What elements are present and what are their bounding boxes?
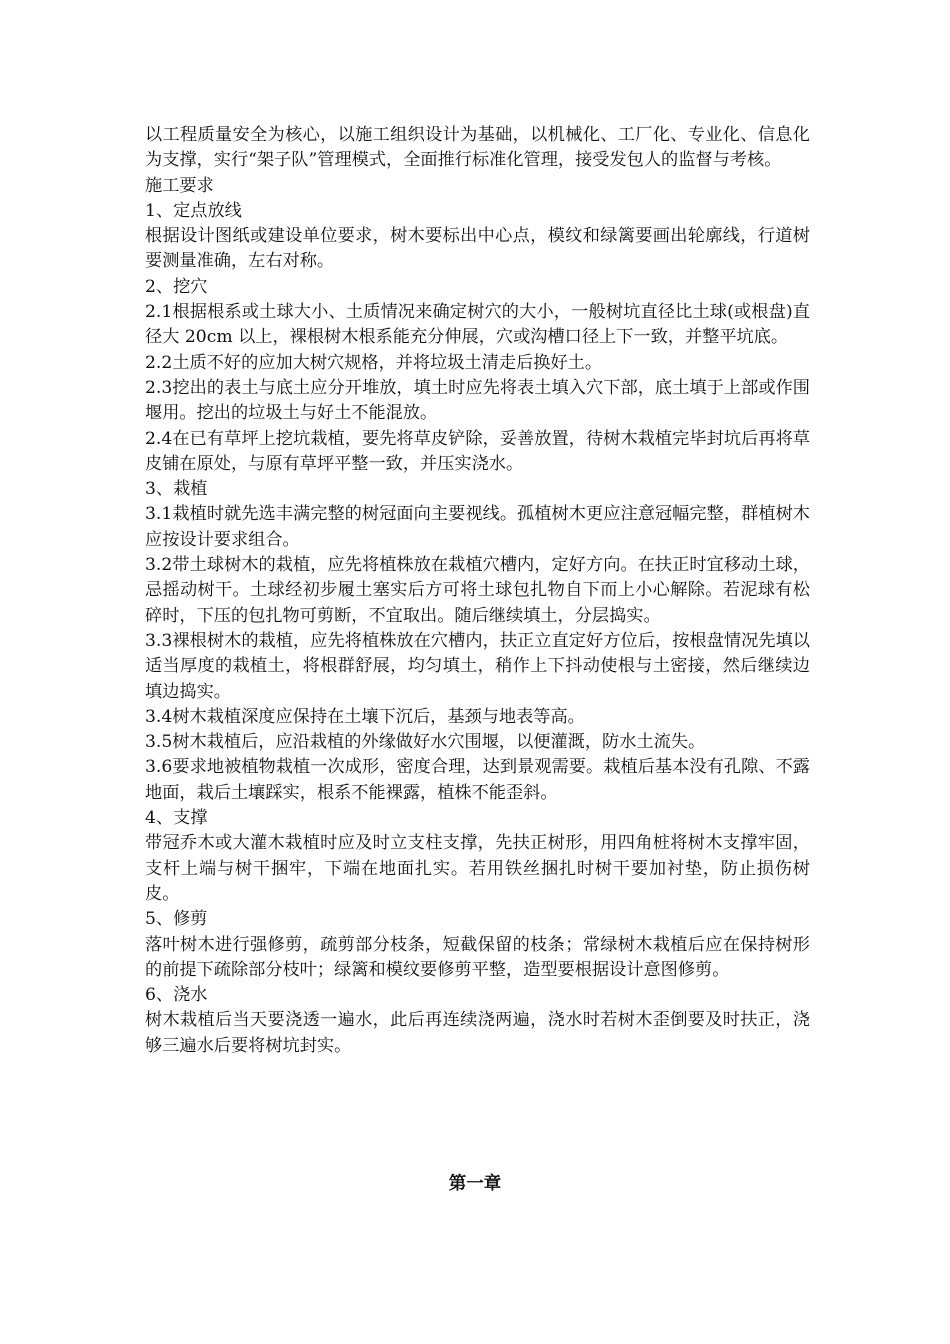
paragraph: 树木栽植后当天要浇透一遍水，此后再连续浇两遍，浇水时若树木歪倒要及时扶正，浇够三遍水后要将树坑封实。	[145, 1010, 810, 1056]
paragraph: 2.3挖出的表土与底土应分开堆放，填土时应先将表土填入穴下部，底土填于上部或作围堰用。挖出的垃圾土与好土不能混放。	[145, 377, 810, 424]
paragraph: 落叶树木进行强修剪，疏剪部分枝条，短截保留的枝条；常绿树木栽植后应在保持树形的前提下疏除部分枝叶；绿篱和模纹要修剪平整，造型要根据设计意图修剪。	[145, 934, 810, 980]
paragraph: 3.3裸根树木的栽植，应先将植株放在穴槽内，扶正立直定好方位后，按根盘情况先填以适当厚度的栽植土，将根群舒展，均匀填土，稍作上下抖动使根与土密接，然后继续边填边捣实。	[145, 630, 810, 702]
paragraph: 2.2土质不好的应加大树穴规格，并将垃圾土清走后换好土。	[145, 352, 603, 373]
subsection-heading: 1、定点放线	[145, 200, 242, 221]
chapter-title: 第一章	[448, 1174, 502, 1194]
paragraph: 带冠乔木或大灌木栽植时应及时立支柱支撑，先扶正树形，用四角桩将树木支撑牢固，支杆上端与树干捆牢，下端在地面扎实。若用铁丝捆扎时树干要加衬垫，防止损伤树皮。	[145, 833, 810, 904]
paragraph: 3.4树木栽植深度应保持在土壤下沉后，基颈与地表等高。	[145, 706, 585, 727]
intro-paragraph: 以工程质量安全为核心，以施工组织设计为基础，以机械化、工厂化、专业化、信息化为支撑，实行“架子队”管理模式，全面推行标准化管理，接受发包人的监督与考核。	[145, 125, 810, 171]
subsection-heading: 3、栽植	[145, 479, 208, 500]
paragraph: 3.2带土球树木的栽植，应先将植株放在栽植穴槽内，定好方向。在扶正时宜移动土球，忌摇动树干。土球经初步履土塞实后方可将土球包扎物自下而上小心解除。若泥球有松碎时，下压的包扎物可剪断，不宜取出。随后继续填土，分层捣实。	[145, 555, 810, 626]
paragraph: 2.4在已有草坪上挖坑栽植，要先将草皮铲除，妥善放置，待树木栽植完毕封坑后再将草皮铺在原处，与原有草坪平整一致，并压实浇水。	[145, 428, 810, 474]
section-heading: 施工要求	[145, 175, 214, 196]
subsection-heading: 2、挖穴	[145, 276, 208, 297]
subsection-heading: 6、浇水	[145, 985, 208, 1006]
paragraph: 3.5树木栽植后，应沿栽植的外缘做好水穴围堰，以便灌溉，防水土流失。	[145, 732, 706, 753]
document-body	[145, 123, 810, 1059]
subsection-heading: 5、修剪	[145, 909, 208, 930]
paragraph: 2.1根据根系或土球大小、土质情况来确定树穴的大小，一般树坑直径比土球(或根盘)直径大 20cm 以上，裸根树木根系能充分伸展，穴或沟槽口径上下一致，并整平坑底。	[145, 302, 810, 348]
paragraph: 3.6要求地被植物栽植一次成形，密度合理，达到景观需要。栽植后基本没有孔隙、不露地面，栽后土壤踩实，根系不能裸露，植株不能歪斜。	[145, 757, 810, 803]
paragraph: 根据设计图纸或建设单位要求，树木要标出中心点，模纹和绿篱要画出轮廓线，行道树要测量准确，左右对称。	[145, 226, 810, 272]
subsection-heading: 4、支撑	[145, 808, 208, 829]
paragraph: 3.1栽植时就先选丰满完整的树冠面向主要视线。孤植树木更应注意冠幅完整，群植树木应按设计要求组合。	[145, 504, 810, 550]
